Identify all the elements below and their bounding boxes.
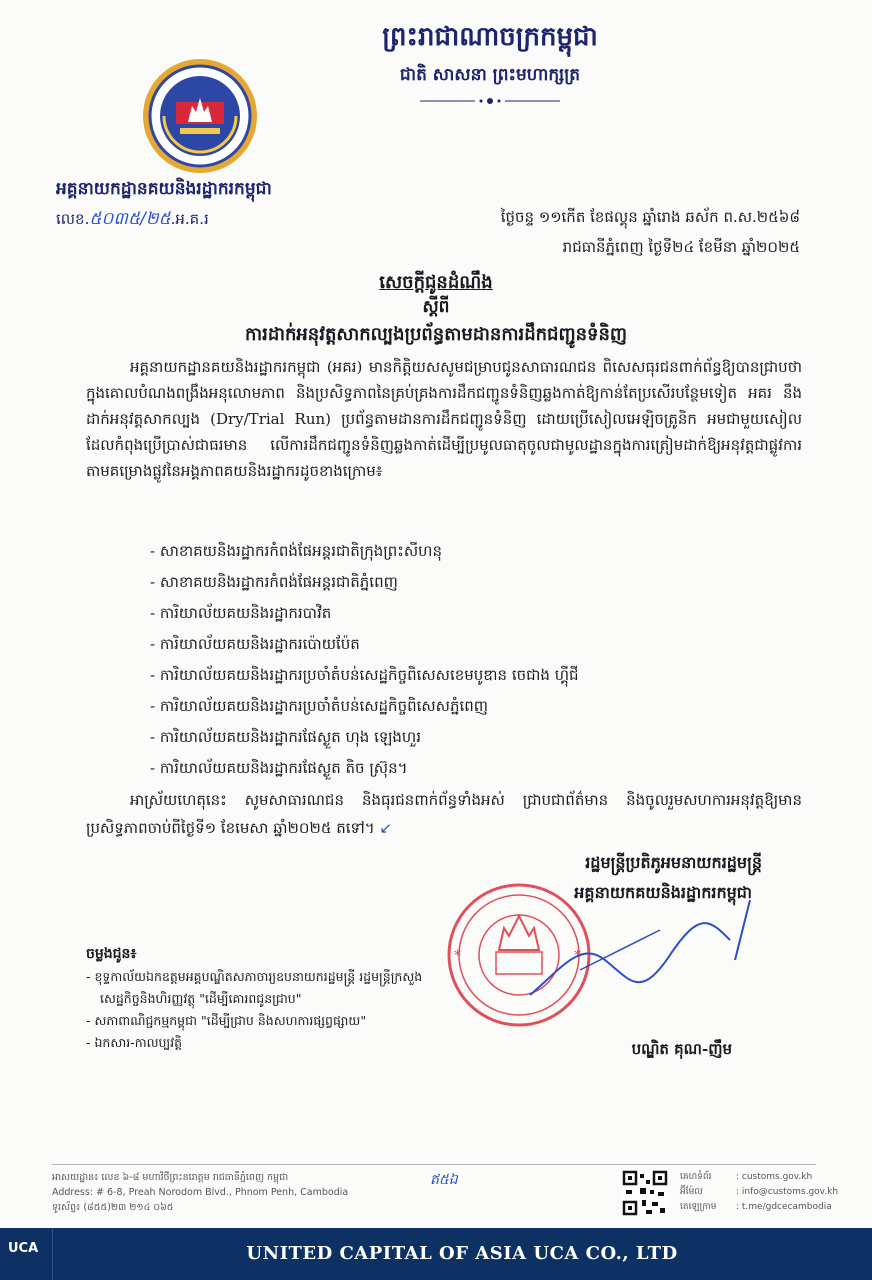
- list-item: - ការិយាល័យគយនិងរដ្ឋាករបាវិត: [150, 604, 332, 622]
- footer-address: [52, 1170, 348, 1215]
- uca-logo: [0, 1228, 53, 1280]
- telegram-label: តេឡេក្រាម: [680, 1202, 717, 1212]
- phone-number: ទូរស័ព្ទ៖ (៨៥៥)២៣ ២១៤ ០៦៥: [52, 1202, 174, 1213]
- signer-name: បណ្ឌិត គុណ-ញឹម: [631, 1040, 732, 1058]
- notice-title: សេចក្តីជូនដំណឹង: [379, 272, 493, 293]
- kingdom-heading: ព្រះរាជាណាចក្រកម្ពុជា: [382, 22, 598, 52]
- cc-title: ចម្លងជូន៖: [86, 946, 137, 962]
- list-item: - ការិយាល័យគយនិងរដ្ឋាករផែស្ងួត តិច ស្រ៊ុន។: [150, 759, 408, 777]
- website-link[interactable]: : customs.gov.kh: [736, 1172, 813, 1182]
- closing-text: អាស្រ័យហេតុនេះ សូមសាធារណជន និងធុរជនពាក់ព័ន្ធទាំងអស់ ជ្រាបជាព័ត៌មាន និងចូលរួមសហការអនុវត្តឱ្យមានប្រសិទ្ធភាពចាប់ពីថ្ងៃទី១ ខែមេសា ឆ្នាំ២០២៥ តទៅ។: [86, 791, 802, 837]
- list-item: - សាខាគយនិងរដ្ឋាករកំពង់ផែអន្តរជាតិភ្នំពេញ: [150, 573, 398, 591]
- lunar-date: ថ្ងៃចន្ទ ១១កើត ខែផល្គុន ឆ្នាំរោង ឆស័ក ព.ស.២៥៦៨: [500, 208, 800, 226]
- list-item: - សភាពាណិជ្ជកម្មកម្ពុជា "ដើម្បីជ្រាប និងសហការផ្សព្វផ្សាយ": [86, 1013, 367, 1028]
- reference-prefix: លេខ.: [56, 210, 90, 228]
- list-item: - ឯកសារ-កាលប្បវត្តិ: [86, 1035, 183, 1050]
- customs-emblem-logo: [140, 56, 260, 176]
- department-name: អគ្គនាយកដ្ឋានគយនិងរដ្ឋាករកម្ពុជា: [56, 179, 272, 199]
- qr-code-icon: [622, 1170, 668, 1216]
- notice-about: ស្តីពី: [422, 297, 450, 317]
- list-item: - ការិយាល័យគយនិងរដ្ឋាករប្រចាំតំបន់សេដ្ឋកិច្ចពិសេសខេមបូឌាន ចេជាង ហ្គ៉ីជី: [150, 666, 579, 684]
- office-list: [150, 536, 579, 784]
- cc-list: [86, 966, 440, 1054]
- company-name: UNITED CAPITAL OF ASIA UCA CO., LTD: [246, 1243, 678, 1264]
- list-item: - ការិយាល័យគយនិងរដ្ឋាករប៉ោយប៉ែត: [150, 635, 360, 653]
- telegram-link[interactable]: : t.me/gdcecambodia: [736, 1202, 832, 1212]
- website-label: គេហទំព័រ: [680, 1172, 712, 1182]
- list-item: - ខុទ្ទកាល័យឯកឧត្តមអគ្គបណ្ឌិតសភាចារ្យឧបនាយករដ្ឋមន្ត្រី រដ្ឋមន្ត្រីក្រសួងសេដ្ឋកិច្ចនិងហិរញ្ញវត្ថុ "ដើម្បីគោរពជូនជ្រាប": [86, 969, 423, 1006]
- email-label: អ៊ីម៉ែល: [680, 1187, 703, 1197]
- notice-subject: ការដាក់អនុវត្តសាកល្បងប្រព័ន្ធតាមដានការដឹកជញ្ជូនទំនិញ: [244, 324, 628, 345]
- footer-divider: [52, 1164, 816, 1165]
- national-motto: ជាតិ សាសនា ព្រះមហាក្សត្រ: [399, 65, 581, 85]
- ornament-divider: [415, 94, 565, 108]
- address-english: Address: # 6-8, Preah Norodom Blvd., Phnom Penh, Cambodia: [52, 1187, 349, 1198]
- signatory-title-line2: អគ្គនាយកគយនិងរដ្ឋាករកម្ពុជា: [574, 883, 752, 902]
- pen-arrow-icon: ↙: [374, 819, 393, 837]
- footer-contact: [680, 1170, 838, 1215]
- reference-number: [56, 208, 209, 233]
- address-khmer: អាសយដ្ឋាន៖ លេខ ៦-៨ មហាវិថីព្រះនរោត្តម រាជធានីភ្នំពេញ កម្ពុជា: [52, 1172, 289, 1183]
- reference-handwritten: ៥០៣៥/២៥: [89, 209, 171, 229]
- reference-suffix: .អ.គ.រ: [170, 210, 209, 228]
- company-banner: [0, 1228, 872, 1280]
- svg-text:*: *: [454, 948, 461, 964]
- issue-date: រាជធានីភ្នំពេញ ថ្ងៃទី២៤ ខែមីនា ឆ្នាំ២០២៥: [562, 238, 800, 256]
- handwritten-signature: [520, 900, 790, 1020]
- list-item: - សាខាគយនិងរដ្ឋាករកំពង់ផែអន្តរជាតិក្រុងព្រះសីហនុ: [150, 542, 442, 560]
- uca-logo-text: UCA: [8, 1241, 39, 1256]
- initials-mark: ឥ៥ឯ: [430, 1172, 458, 1188]
- signatory-title-line1: រដ្ឋមន្ត្រីប្រតិភូអមនាយករដ្ឋមន្ត្រី: [585, 853, 762, 872]
- notice-body: អគ្គនាយកដ្ឋានគយនិងរដ្ឋាករកម្ពុជា (អគរ) មានកិត្តិយសសូមជម្រាបជូនសាធារណជន ពិសេសធុរជនពាក់ព័ន្ធឱ្យបានជ្រាបថា ក្នុងគោលបំណងពង្រឹងអនុលោមភាព និងប្រសិទ្ធភាពនៃគ្រប់គ្រងការដឹកជញ្ជូនទំនិញឆ្លងកាត់ឱ្យកាន់តែប្រសើរបន្ថែមទៀត អគរ នឹងដាក់អនុវត្តសាកល្បង (Dry/Trial Run) ប្រព័ន្ធតាមដានការដឹកជញ្ជូនទំនិញ ដោយប្រើសៀលអេឡិចត្រូនិក អមជាមួយសៀលដែលកំពុងប្រើប្រាស់ជាធរមាន លើការដឹកជញ្ជូនទំនិញឆ្លងកាត់ដើម្បីប្រមូលធាតុចូលជាមូលដ្ឋានក្នុងការត្រៀមដាក់ឱ្យអនុវត្តជាផ្លូវការ តាមគម្រោងផ្លូវនៃអង្គភាពគយនិងរដ្ឋាករដូចខាងក្រោម៖: [86, 358, 802, 480]
- list-item: - ការិយាល័យគយនិងរដ្ឋាករផែស្ងួត ហុង ឡេងហួរ: [150, 728, 421, 746]
- email-link[interactable]: : info@customs.gov.kh: [736, 1187, 839, 1197]
- svg-text:*: *: [574, 948, 581, 964]
- closing-paragraph: [86, 786, 802, 842]
- list-item: - ការិយាល័យគយនិងរដ្ឋាករប្រចាំតំបន់សេដ្ឋកិច្ចពិសេសភ្នំពេញ: [150, 697, 489, 715]
